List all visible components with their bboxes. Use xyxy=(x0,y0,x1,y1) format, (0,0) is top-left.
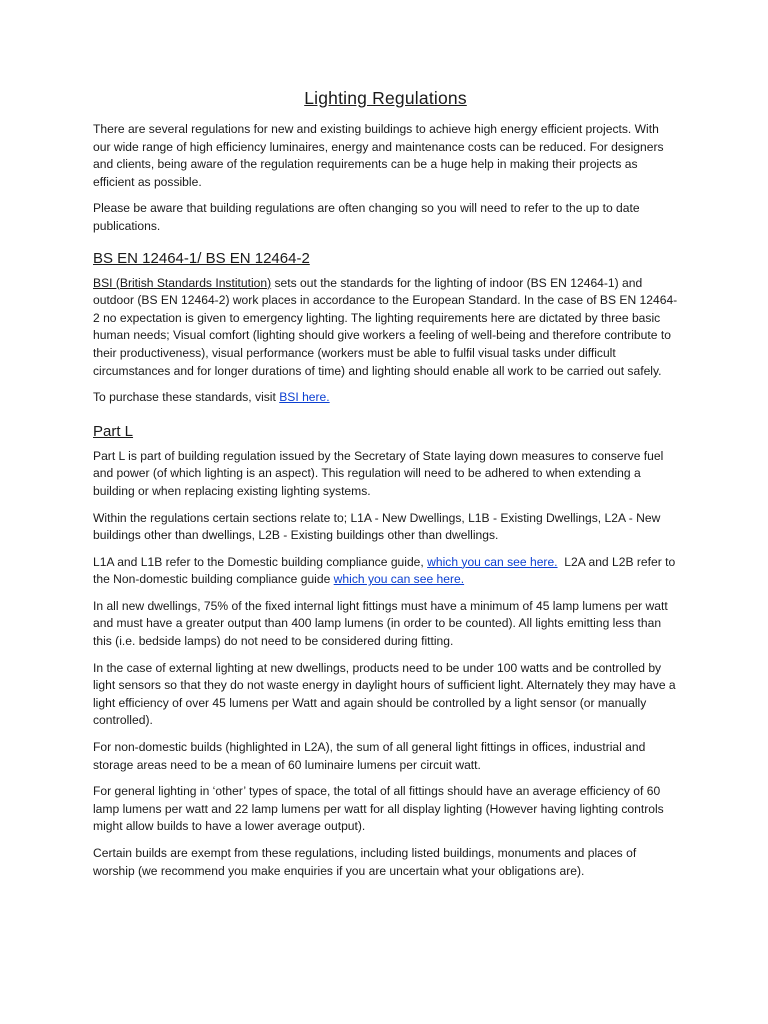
intro-paragraph-1: There are several regulations for new and existing buildings to achieve high energy efficient projects. With our wide range of high efficiency luminaires, energy and maintenance costs can be reduced. For designers and clients, being aware of the regulation requirements can be a huge help in making their projects as efficient as possible. xyxy=(93,122,664,189)
part-l-heading-text: Part L xyxy=(93,422,134,440)
part-l-paragraph-8: Certain builds are exempt from these regulations, including listed buildings, monuments and places of worship (we recommend you make enquiries if you are uncertain what your obligations are). xyxy=(93,846,637,878)
part-l-paragraph-7: For general lighting in ‘other’ types of space, the total of all fittings should have an average efficiency of 60 lamp lumens per watt and 22 lamp lumens per watt for all display lighting (However having lighting controls might allow builds to have a lower average output). xyxy=(93,784,664,834)
document-page xyxy=(93,88,678,889)
part-l-paragraph-4: In all new dwellings, 75% of the fixed internal light fittings must have a minimum of 45 lamp lumens per watt and must have a greater output than 400 lamp lumens (in order to be counted). All lights emitting less than this (i.e. bedside lamps) do not need to be considered during fitting. xyxy=(93,598,668,649)
document-title: Lighting Regulations xyxy=(304,88,467,108)
bs-section-heading: BS EN 12464-1/ BS EN 12464-2 xyxy=(93,249,310,267)
part-l-paragraph-2: Within the regulations certain sections relate to; L1A - New Dwellings, L1B - Existing Dwellings, L2A - New buildings other than dwellings, L2B - Existing buildings other than dwellings. xyxy=(93,510,661,543)
purchase-paragraph xyxy=(93,389,678,407)
part-l-paragraph-3 xyxy=(93,554,678,589)
domestic-guide-link[interactable]: which you can see here. xyxy=(427,554,558,569)
bs-section-body xyxy=(93,275,678,381)
part-l-heading xyxy=(93,423,678,440)
part-l-paragraph-6: For non-domestic builds (highlighted in L2A), the sum of all general light fittings in offices, industrial and storage areas need to be a mean of 60 luminaire lumens per circuit watt. xyxy=(93,740,646,772)
purchase-text: To purchase these standards, visit xyxy=(93,390,280,405)
bsi-name: BSI (British Standards Institution) xyxy=(93,275,272,290)
domestic-guide-text: L1A and L1B refer to the Domestic building compliance guide, xyxy=(93,554,428,569)
intro-paragraph-2: Please be aware that building regulations are often changing so you will need to refer to the up to date publications. xyxy=(93,201,640,233)
bs-body-text: sets out the standards for the lighting of indoor (BS EN 12464-1) and outdoor (BS EN 12464-2) work places in accordance to the European Standard. In the case of BS EN 12464-2 no expectation is given to emergency lighting. The lighting requirements here are dictated by three basic human needs; Visual comfort (lighting should give workers a feeling of well-being and therefore contribute to their productiveness), visual performance (workers must be able to fulfil visual tasks under difficult circumstances and for longer durations of time) and lighting should enable all work to be carried out safely. xyxy=(93,275,678,378)
bsi-link[interactable]: BSI here. xyxy=(279,390,330,405)
part-l-paragraph-5: In the case of external lighting at new dwellings, products need to be under 100 watts and be controlled by light sensors so that they do not waste energy in daylight hours of sufficient light. Alternately they may have a light efficiency of over 45 lumens per Watt and again should be controlled by a light sensor (or manually controlled). xyxy=(93,660,676,728)
non-domestic-guide-text: L2A and L2B refer to the Non-domestic building compliance guide xyxy=(93,554,679,587)
non-domestic-guide-link[interactable]: which you can see here. xyxy=(333,572,465,587)
part-l-paragraph-1: Part L is part of building regulation issued by the Secretary of State laying down measures to conserve fuel and power (of which lighting is an aspect). This regulation will need to be adhered to when extending a building or when replacing existing lighting systems. xyxy=(93,448,664,498)
